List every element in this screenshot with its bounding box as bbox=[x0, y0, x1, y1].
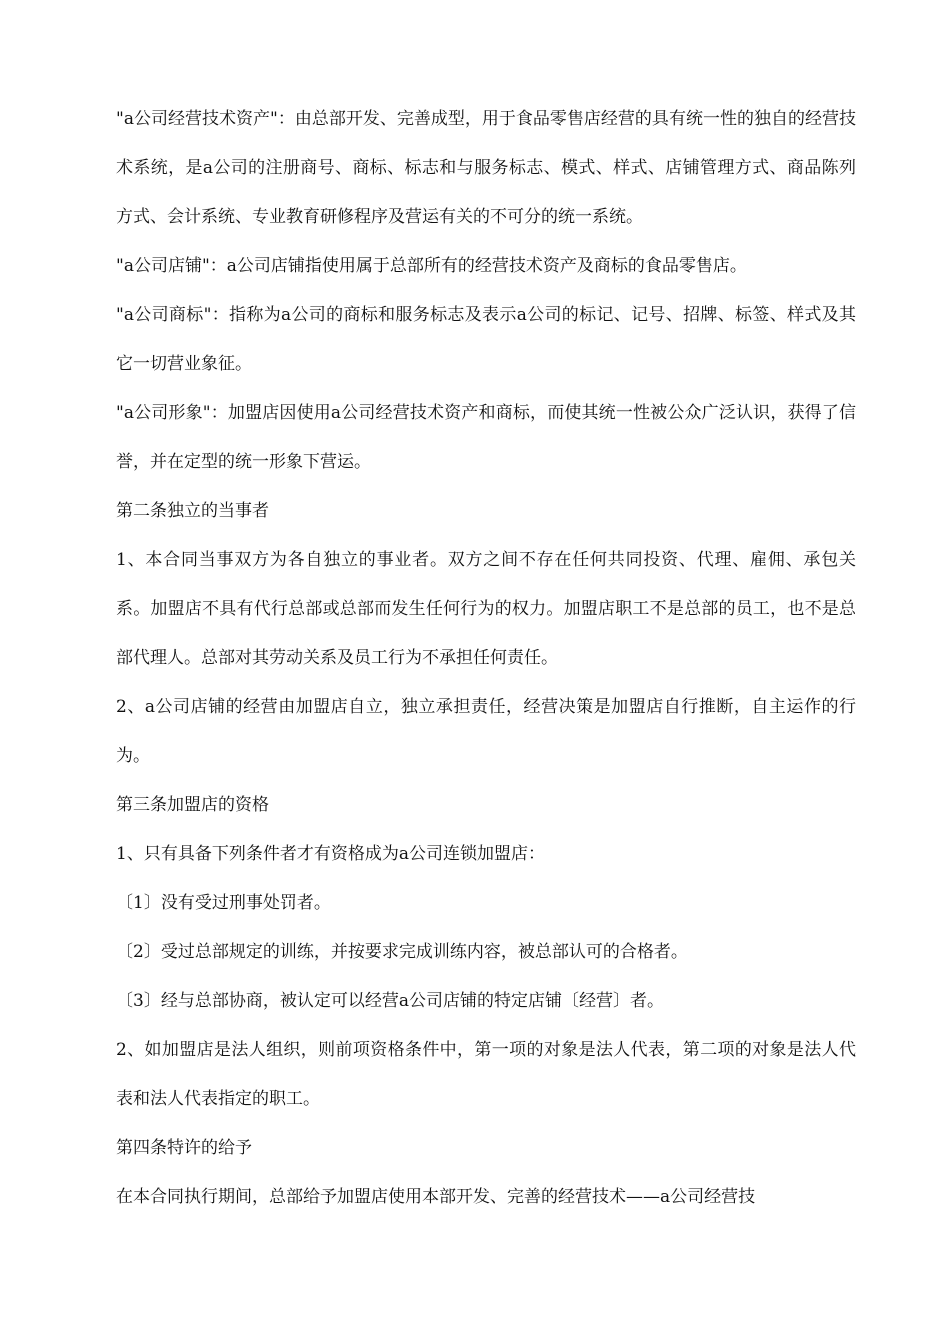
article-2-clause-2: 2、a公司店铺的经营由加盟店自立，独立承担责任，经营决策是加盟店自行推断，自主运作的行为。 bbox=[116, 697, 856, 766]
document-page bbox=[116, 95, 856, 1222]
article-3-item-2: 〔2〕受过总部规定的训练，并按要求完成训练内容，被总部认可的合格者。 bbox=[116, 942, 688, 962]
article-2-heading: 第二条独立的当事者 bbox=[116, 501, 269, 521]
definition-trademark: "a公司商标"：指称为a公司的商标和服务标志及表示a公司的标记、记号、招牌、标签、样式及其它一切营业象征。 bbox=[116, 305, 856, 374]
definition-image: "a公司形象"：加盟店因使用a公司经营技术资产和商标，而使其统一性被公众广泛认识，获得了信誉，并在定型的统一形象下营运。 bbox=[116, 403, 856, 472]
article-3-item-3: 〔3〕经与总部协商，被认定可以经营a公司店铺的特定店铺〔经营〕者。 bbox=[116, 991, 664, 1011]
definition-business-assets: "a公司经营技术资产"：由总部开发、完善成型，用于食品零售店经营的具有统一性的独自的经营技术系统，是a公司的注册商号、商标、标志和与服务标志、模式、样式、店铺管理方式、商品陈列方式、会计系统、专业教育研修程序及营运有关的不可分的统一系统。 bbox=[116, 109, 856, 227]
article-3-heading: 第三条加盟店的资格 bbox=[116, 795, 269, 815]
article-4-heading: 第四条特许的给予 bbox=[116, 1138, 252, 1158]
article-3-item-1: 〔1〕没有受过刑事处罚者。 bbox=[116, 893, 331, 913]
article-3-clause-2: 2、如加盟店是法人组织，则前项资格条件中，第一项的对象是法人代表，第二项的对象是法人代表和法人代表指定的职工。 bbox=[116, 1040, 856, 1109]
article-4-clause: 在本合同执行期间，总部给予加盟店使用本部开发、完善的经营技术——a公司经营技 bbox=[116, 1187, 756, 1207]
article-2-clause-1: 1、本合同当事双方为各自独立的事业者。双方之间不存在任何共同投资、代理、雇佣、承包关系。加盟店不具有代行总部或总部而发生任何行为的权力。加盟店职工不是总部的员工，也不是总部代理人。总部对其劳动关系及员工行为不承担任何责任。 bbox=[116, 550, 856, 668]
article-3-clause-1: 1、只有具备下列条件者才有资格成为a公司连锁加盟店： bbox=[116, 844, 545, 864]
definition-store: "a公司店铺"：a公司店铺指使用属于总部所有的经营技术资产及商标的食品零售店。 bbox=[116, 256, 747, 276]
